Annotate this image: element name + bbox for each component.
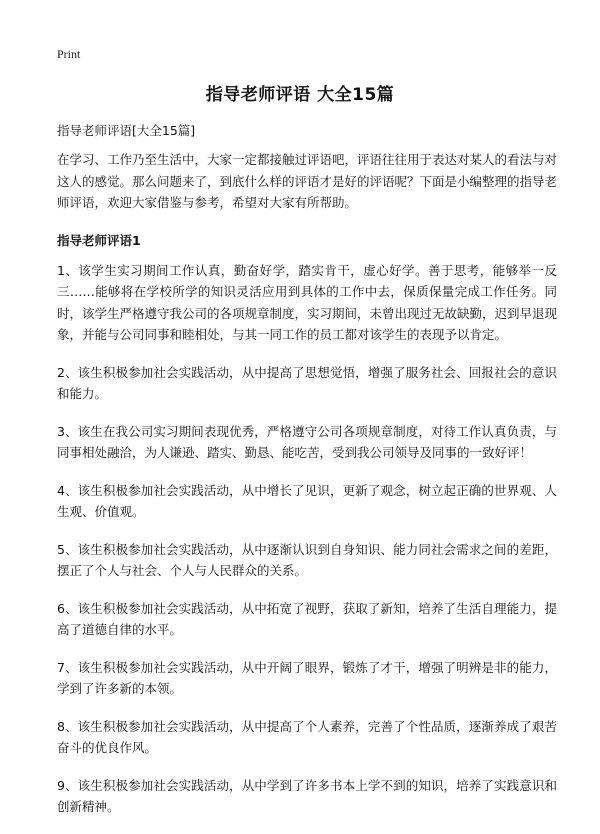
- comment-item-6: 6、该生积极参加社会实践活动，从中拓宽了视野，获取了新知，培养了生活自理能力，提高了道德自律的水平。: [57, 600, 557, 637]
- comment-item-3: 3、该生在我公司实习期间表现优秀，严格遵守公司各项规章制度，对待工作认真负责，与同事相处融洽，为人谦逊、踏实、勤恳、能吃苦，受到我公司领导及同事的一致好评！: [57, 423, 557, 460]
- comment-item-2: 2、该生积极参加社会实践活动，从中提高了思想觉悟，增强了服务社会、回报社会的意识和能力。: [57, 364, 557, 401]
- section-heading: 指导老师评语1: [57, 232, 141, 248]
- comment-item-4: 4、该生积极参加社会实践活动，从中增长了见识，更新了观念，树立起正确的世界观、人生观、价值观。: [57, 482, 557, 519]
- document-title: 指导老师评语 大全15篇: [205, 85, 395, 105]
- comment-item-5: 5、该生积极参加社会实践活动，从中逐渐认识到自身知识、能力同社会需求之间的差距，摆正了个人与社会、个人与人民群众的关系。: [57, 541, 557, 578]
- document-subtitle: 指导老师评语[大全15篇]: [57, 123, 196, 138]
- comment-item-1: 1、该学生实习期间工作认真，勤奋好学，踏实肯干，虚心好学。善于思考，能够举一反三……能够将在学校所学的知识灵活应用到具体的工作中去，保质保量完成工作任务。同时，该学生严格遵守我公司的各项规章制度，实习期间，未曾出现过无故缺勤，迟到早退现象，并能与公司同事和睦相处，与其一同工作的员工都对该学生的表现予以肯定。: [57, 262, 558, 342]
- comment-item-7: 7、该生积极参加社会实践活动，从中开阔了眼界，锻炼了才干，增强了明辨是非的能力，学到了许多新的本领。: [57, 659, 557, 696]
- print-label: Print: [57, 47, 81, 61]
- intro-paragraph: 在学习、工作乃至生活中，大家一定都接触过评语吧，评语往往用于表达对某人的看法与对这人的感觉。那么问题来了，到底什么样的评语才是好的评语呢？下面是小编整理的指导老师评语，欢迎大家借鉴与参考，希望对大家有所帮助。: [57, 152, 558, 210]
- comment-item-9: 9、该生积极参加社会实践活动，从中学到了许多书本上学不到的知识，培养了实践意识和创新精神。: [57, 777, 557, 814]
- comment-item-8: 8、该生积极参加社会实践活动，从中提高了个人素养，完善了个性品质，逐渐养成了艰苦奋斗的优良作风。: [57, 718, 557, 755]
- document-body: [57, 149, 557, 834]
